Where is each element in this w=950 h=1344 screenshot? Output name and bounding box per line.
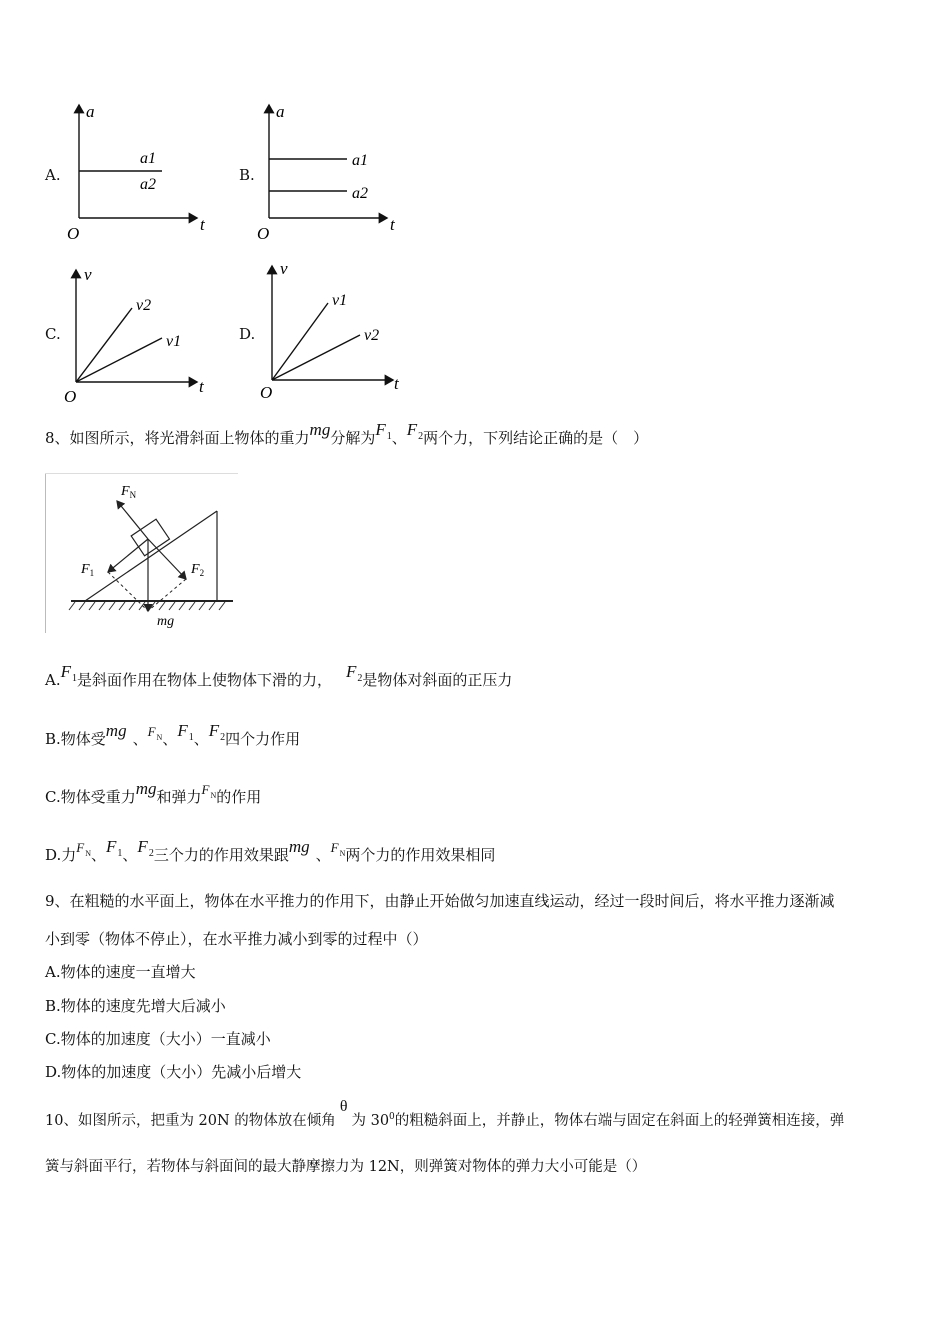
fn-label: $F_N$ [121,484,137,500]
q10-stem-line1: 10、如图所示，把重为 20N 的物体放在倾角θ为 $30^0$的粗糙斜面上，并静止，物体右端与固定在斜面上的轻弹簧相连接，弹 [45,1097,845,1129]
f1-symbol: $F_1$ [375,420,392,442]
line-label-v2: v2 [364,327,380,344]
x-axis-label: t [394,374,399,393]
graph-b [252,95,412,245]
y-axis-label: v [84,265,92,284]
x-axis-label: t [199,377,204,396]
graph-option-b-label: B. [239,166,255,184]
graph-option-a-label: A. [45,166,61,184]
y-axis-label: v [280,259,288,278]
line-label-a2: a2 [140,176,156,193]
q9-stem-line2: 小到零（物体不停止），在水平推力减小到零的过程中（） [45,930,428,948]
graph-option-c-label: C. [45,325,61,343]
q8-option-b: B.物体受mg 、$F_N$、$F_1$、$F_2$四个力作用 [45,721,301,748]
q8-stem: 8、如图所示，将光滑斜面上物体的重力mg分解为$F_1$、$F_2$两个力，下列结论正确的是（ ） [45,420,649,447]
mg-symbol: mg [309,420,331,439]
graph-option-d-label: D. [239,325,256,343]
graph-d [256,258,416,408]
q10-stem-line2: 簧与斜面平行，若物体与斜面间的最大静摩擦力为 12N，则弹簧对物体的弹力大小可能是（） [45,1159,647,1175]
line-label-v2: v2 [136,297,152,314]
x-axis-label: t [390,215,395,234]
line-label-a1: a1 [352,152,368,169]
line-label-v1: v1 [166,333,182,350]
q8-option-c: C.物体受重力mg和弹力$F_N$的作用 [45,779,262,806]
line-label-a2: a2 [352,185,368,202]
origin-label: O [257,224,270,243]
origin-label: O [64,387,77,406]
q9-option-b: B.物体的速度先增大后减小 [45,997,226,1015]
graph-a [62,95,222,245]
x-axis-label: t [200,215,205,234]
origin-label: O [260,383,273,402]
f2-symbol: $F_2$ [406,420,424,442]
incline-force-diagram [45,473,240,633]
graph-c [62,258,222,408]
mg-label: mg [157,614,175,629]
q8-option-d: D.力$F_N$、$F_1$、$F_2$三个力的作用效果跟mg 、$F_N$两个力的作用效果相同 [45,837,496,864]
y-axis-label: a [86,102,95,121]
q9-option-c: C.物体的加速度（大小）一直减小 [45,1030,271,1048]
q8-option-a: $A.F_1$是斜面作用在物体上使物体下滑的力， $F_2$是物体对斜面的正压力 [45,662,513,689]
origin-label: O [67,224,80,243]
y-axis-label: a [276,102,285,121]
f2-label: $F_2$ [191,562,205,578]
line-label-v1: v1 [332,292,348,309]
f1-label: $F_1$ [81,562,95,578]
q9-stem-line1: 9、在粗糙的水平面上，物体在水平推力的作用下，由静止开始做匀加速直线运动，经过一段时间后，将水平推力逐渐减 [45,892,835,910]
line-label-a1: a1 [140,150,156,167]
q9-option-a: A.物体的速度一直增大 [45,963,196,981]
q9-option-d: D.物体的加速度（大小）先减小后增大 [45,1063,302,1081]
